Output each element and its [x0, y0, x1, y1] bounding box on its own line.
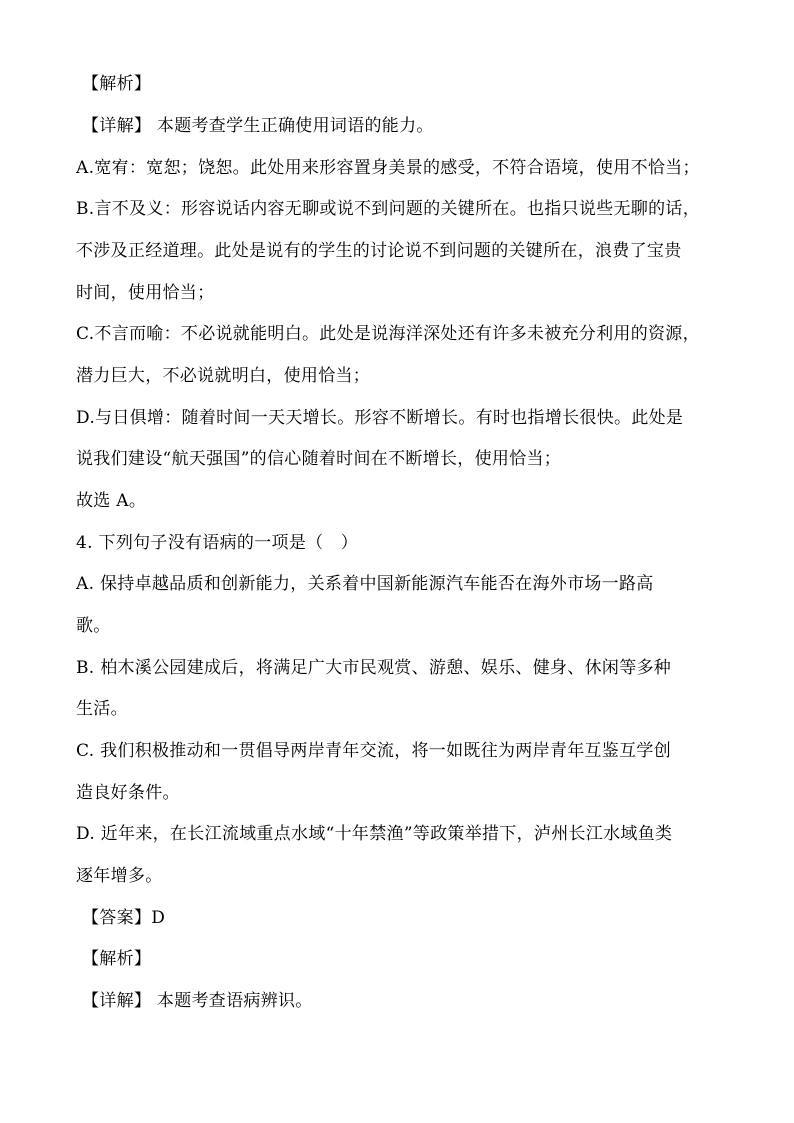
question-4-option-c-line-1: C. 我们积极推动和一贯倡导两岸青年交流，将一如既往为两岸青年互鉴互学创: [76, 741, 672, 761]
answer-label: 【答案】D: [82, 908, 166, 928]
question-4-option-c-line-2: 造良好条件。: [76, 783, 180, 803]
question-4-option-a-line-2: 歌。: [76, 616, 111, 636]
option-d-explanation-line-2: 说我们建设“航天强国”的信心随着时间在不断增长，使用恰当；: [76, 449, 562, 469]
option-d-explanation-line-1: D.与日俱增：随着时间一天天增长。形容不断增长。有时也指增长很快。此处是: [76, 408, 684, 428]
question-4-stem: 4. 下列句子没有语病的一项是（ ）: [76, 533, 359, 553]
detail-intro: 【详解】 本题考查学生正确使用词语的能力。: [82, 116, 434, 136]
section-heading-analysis: 【解析】: [82, 74, 152, 94]
question-4-option-a-line-1: A. 保持卓越品质和创新能力，关系着中国新能源汽车能否在海外市场一路高: [76, 574, 654, 594]
question-4-option-b-line-1: B. 柏木溪公园建成后，将满足广大市民观赏、游憩、娱乐、健身、休闲等多种: [76, 658, 672, 678]
option-b-explanation-line-2: 不涉及正经道理。此处是说有的学生的讨论说不到问题的关键所在，浪费了宝贵: [76, 241, 682, 261]
answer-choice-statement: 故选 A。: [76, 491, 147, 511]
option-b-explanation-line-1: B.言不及义：形容说话内容无聊或说不到问题的关键所在。也指只说些无聊的话，: [76, 199, 700, 219]
question-4-option-d-line-1: D. 近年来，在长江流域重点水域“十年禁渔”等政策举措下，泸州长江水域鱼类: [76, 824, 673, 844]
option-a-explanation: A.宽宥：宽恕；饶恕。此处用来形容置身美景的感受，不符合语境，使用不恰当；: [76, 158, 700, 178]
question-4-option-b-line-2: 生活。: [76, 699, 128, 719]
section-heading-analysis-2: 【解析】: [82, 949, 152, 969]
detail-intro-2: 【详解】 本题考查语病辨识。: [82, 991, 313, 1011]
option-b-explanation-line-3: 时间，使用恰当；: [76, 283, 215, 303]
option-c-explanation-line-2: 潜力巨大，不必说就明白，使用恰当；: [76, 366, 371, 386]
question-4-option-d-line-2: 逐年增多。: [76, 866, 163, 886]
option-c-explanation-line-1: C.不言而喻：不必说就能明白。此处是说海洋深处还有许多未被充分利用的资源，: [76, 324, 700, 344]
